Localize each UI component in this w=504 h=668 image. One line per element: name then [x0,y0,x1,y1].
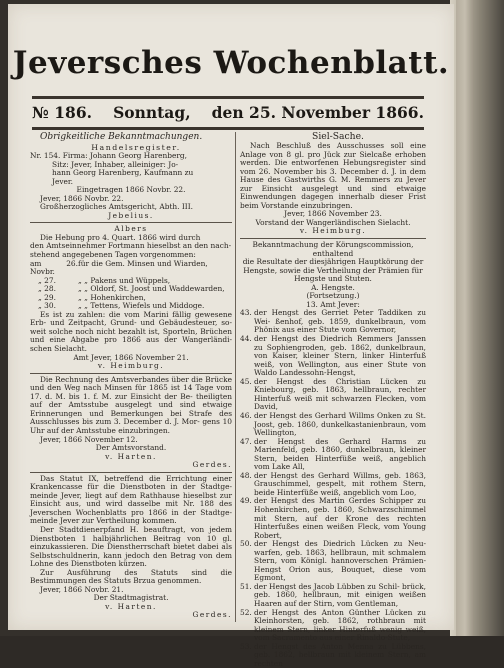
koerung-heading-a: A. Hengste. [311,282,355,292]
hebung-place: „ „ Oldorf, St. Joost und Waddewarden, [78,284,225,294]
issue-weekday: Sonntag, [113,103,191,122]
sielsache-name: v. Heimburg. [299,226,367,236]
entry-number: 45. [240,376,252,386]
separator [30,472,232,473]
koerung-title: Bekanntmachung der Körungscommission, enthaltend [252,240,414,258]
entry-text: der Hengst des Diedrich Remmers Janssen zu Sophiengroden, geb. 1862, dunkelbraun, von Kaiser, kleiner Stern, linker Hinterfuß weiß, von Wellington, aus einer Stute von Waldo Landessohn-Hengst, [254,334,426,378]
dateline [32,103,424,125]
statute-sign: Der Stadtmagistrat. [93,593,169,603]
stallion-entry [240,643,426,668]
register-entered: Eingetragen 1866 Novbr. 22. [76,185,186,195]
koerung-amt: 13. Amt Jever: [306,299,360,309]
bridge-notice-sign2: Gerdes. [192,460,232,470]
entry-number: 47. [240,436,252,446]
issue-number: № 186. [32,103,92,122]
sielsache-place: Jever, 1866 November 23. [284,209,382,219]
entry-number: 46. [240,410,252,420]
entry-text: der Hengst des Christian Lücken zu Kniebourg, geb. 1863, hellbraun, rechter Hinterfuß weiß mit schwarzen Flecken, vom David, [254,376,426,412]
hebung-date: „ 28. [38,284,56,294]
masthead-rule-bottom [32,127,424,130]
hebung-intro: den Amtseinnehmer Fortmann hieselbst an den nach- [30,241,232,251]
entry-number: 48. [240,470,252,480]
entry-number: 44. [240,334,252,344]
hebung-place: „ „ Pakens und Wüppels, [78,275,171,285]
entry-text: der Hengst des Anton Menna zu Lübbens, geb. 1862, hellbraun mit kleinem Stern, am rechten [254,641,426,668]
entry-text: der Hengst des Gerhard Willms Onken zu St. Joost, geb. 1860, dunkelkastanienbraun, vom Wellington, [254,410,426,438]
bridge-notice-sign: Der Amtsvorstand. [95,443,167,453]
hebung-text: Es ist zu zahlen: die vom Marini fällig gewesene Erb- und Zeitpacht, Grund- und Gebäudesteuer, so- weit solche noch nicht bezahlt ist, Sporteln, Brüchen und eine Abgabe pro 1866 aus der Wangerländi- schen Sielacht. [30,309,232,354]
left-column [30,131,232,620]
separator [30,222,232,223]
right-column [240,131,426,668]
hebung-date: am 26. Novbr. [30,258,78,277]
entry-number: 50. [240,539,252,549]
newspaper-page [8,4,454,668]
stallion-entry [240,540,426,583]
bridge-notice-name: v. Harten. [105,451,157,461]
bridge-notice-place: Jever, 1866 November 12. [40,434,138,444]
bridge-notice-text: Die Rechnung des Amtsverbandes über die Brücke und den Weg nach Minsen für 1865 ist 14 Tage vom 17. d. M. bis 1. f. M. zur Einsicht der Be- theiligten auf der Amtsstube ausgelegt und sind etwaige Erinnerungen und Bemerkungen bei Strafe des Ausschlusses bis zum 3. December d. J. Mor- gens 10 Uhr auf der Amtsstube einzubringen. [30,374,232,435]
entry-text: der Hengst des Gerriet Peter Taddiken zu Wei- ßenhof, geb. 1859, dunkelbraun, vom Phönix aus einer Stute vom Governor, [254,308,426,335]
register-court: Großherzogliches Amtsgericht, Abth. III. [40,202,193,212]
entry-number: 49. [240,496,252,506]
stallion-entry [240,472,426,498]
stallion-entry [240,335,426,378]
entry-text: der Hengst des Gerhard Harms zu Marienfeld, geb. 1860, dunkelbraun, kleiner Stern, beiden Hinterfüße weiß, angeblich vom Lake All, [254,436,426,472]
entry-number: 52. [240,607,252,617]
statute-sign2: Gerdes. [192,610,232,620]
hebung-date: „ 27. [38,275,56,285]
statute-name: v. Harten. [105,601,157,611]
stallion-entry [240,497,426,540]
entry-text: der Hengst des Gerhard Willms, geb. 1863, Grauschimmel, gespelt, mit rothem Stern, beide Hinterfüße weiß, angeblich vom Loo, [254,470,426,497]
entry-number: 43. [240,308,252,318]
register-signature: Jebelius. [108,210,154,220]
register-title: Handelsregister. [91,143,181,152]
hebung-date: „ 29. [38,292,56,302]
entry-text: der Hengst des Anton Günther Lücken zu Kleinhorsten, geb. 1862, rothbraun mit kleinem Stern, linker Hinterfuß wenig weiß, vom Sacramento aus einer Rinaldo-Stute, [254,607,426,643]
entry-text: der Hengst des Diedrich Lücken zu Neu- warfen, geb. 1863, hellbraun, mit schmalem Stern, vom Königl. hannoverschen Prämien- Hengst Orion aus, Bouquet, diese vom Egmont, [254,539,426,583]
masthead-rule-top [32,96,424,99]
hebung-row [30,260,232,277]
sielsache-text: Nach Beschluß des Ausschusses soll eine Anlage von 8 gl. pro Jück zur Sielcaße erhoben werden. Die entworfenen Hebungsregister sind vom 26. November bis 3. December d. J. in dem Hause des Gastwirths G. M. Remmers zu Jever zur Einsicht ausgelegt und sind etwaige Einwendungen dagegen innerhalb dieser Frist beim Vorstande einzubringen. [240,141,426,210]
statute-text: Das Statut IX, betreffend die Errichtung einer Krankencasse für die Dienstboten in der Stadtge- meinde Jever, liegt auf dem Rathhause hieselbst zur Einsicht aus, und wird dasselbe mit Nr. 188 des Jeverschen Wochenblatts pro 1866 in der Stadtge- meinde Jever zur Vertheilung kommen. [30,473,232,526]
register-line: Sitz: Jever, Inhaber, alleiniger: Jo- [52,159,179,169]
issue-date: den 25. November 1866. [211,103,424,122]
hebung-place: „ „ Hohenkirchen, [78,292,146,302]
hebung-intro: stehend angegebenen Tagen vorgenommen: [30,250,196,260]
stallion-entry [240,378,426,412]
stallion-entry [240,583,426,609]
book-spine-band [456,0,474,636]
hebung-date: „ 30. [38,301,56,311]
statute-place: Jever, 1866 Novbr. 21. [40,584,124,594]
hebung-place: für die Gem. Minsen und Wiarden, [78,258,208,268]
hebung-signature: v. Heimburg. [97,361,165,371]
hebung-place-date: Amt Jever, 1866 November 21. [73,352,189,362]
entry-number: 51. [240,581,252,591]
separator [30,373,232,374]
statute-text-2: Der Stadtdienerpfand H. beauftragt, von jedem Dienstboten 1 halbjährlichen Beitrag von 10 gl. einzukassieren. Die Dienstherrschaft bietet dabei als Selbstschuldnerin, kann jedoch den Betrag von dem Lohne des Dienstboten kürzen. [30,524,232,569]
register-line: Nr. 154. Firma: Johann Georg Harenberg, [30,151,187,160]
stallion-entry [240,438,426,472]
stallion-entry [240,609,426,643]
sielsache-sign: Vorstand der Wangerländischen Sielacht. [255,217,411,227]
register-line: Jever. [52,176,73,186]
notice1-sign-top: Albers [114,224,148,234]
entry-text: der Hengst des Jacob Lübben zu Schil- brück, geb. 1860, hellbraun, mit einigen weißen Haaren auf der Stirn, vom Gentleman, [254,581,426,608]
section-title-sielsache: Siel-Sache. [312,131,364,142]
stallion-entry [240,412,426,438]
stallion-entry [240,309,426,335]
entry-number: 53. [240,641,252,651]
masthead-title: Jeversches Wochenblatt. [12,45,450,81]
masthead [8,44,454,82]
column-divider [235,132,236,622]
register-line: hann Georg Harenberg, Kaufmann zu [52,168,194,178]
koerung-continued: (Fortsetzung.) [306,291,360,301]
statute-text-3: Zur Ausführung des Statuts sind die Bestimmungen des Statuts Brzua genommen. [30,567,232,586]
separator [240,238,426,239]
entry-text: der Hengst des Martin Gerdes Schipper zu Hohenkirchen, geb. 1860, Schwarzschimmel mit Stern, auf der Krone des rechten Hinterfußes einen weißen Fleck, vom Young Robert, [254,496,426,540]
section-title-official: Obrigkeitliche Bekanntmachungen. [40,132,203,142]
register-place: Jever, 1866 Novbr. 22. [40,193,124,203]
hebung-place: „ „ Tettens, Wiefels und Middoge. [78,301,205,311]
hebung-intro: Die Hebung pro 4. Quart. 1866 wird durch [40,232,201,242]
koerung-sub: die Resultate der diesjährigen Hauptkörung der Hengste, sowie die Vertheilung der Prämien für Hengste und Stuten. [242,257,424,284]
